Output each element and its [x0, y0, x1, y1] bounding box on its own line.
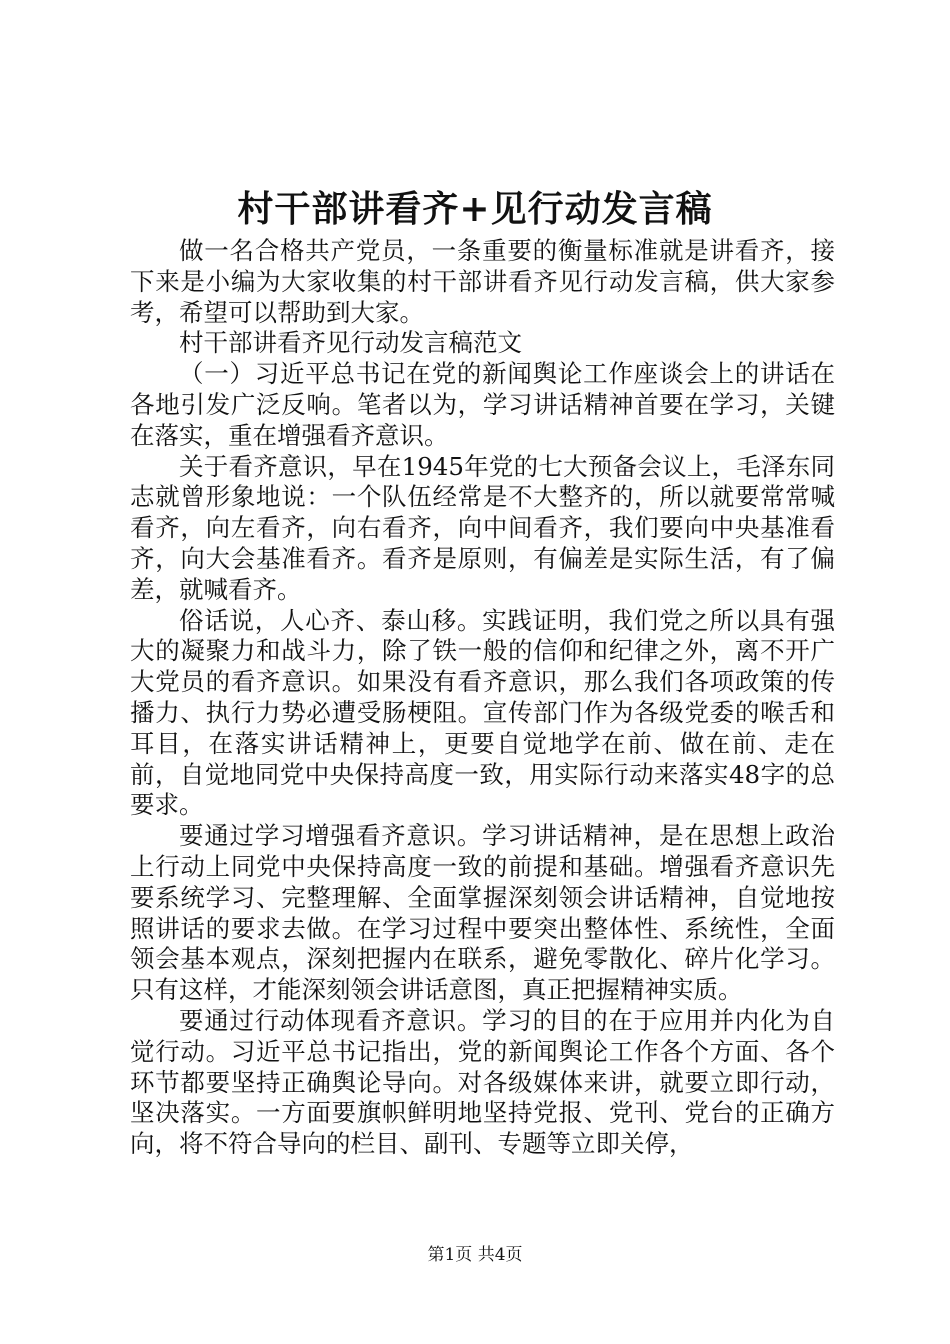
page-number-footer: 第1页 共4页 [427, 1245, 523, 1265]
paragraph-intro: 做一名合格共产党员，一条重要的衡量标准就是讲看齐，接下来是小编为大家收集的村干部讲看齐见行动发言稿，供大家参考，希望可以帮助到大家。 [130, 236, 835, 327]
document-title: 村干部讲看齐+见行动发言稿 [237, 188, 713, 230]
paragraph: 俗话说，人心齐、泰山移。实践证明，我们党之所以具有强大的凝聚力和战斗力，除了铁一般的信仰和纪律之外，离不开广大党员的看齐意识。如果没有看齐意识，那么我们各项政策的传播力、执行力势必遭受肠梗阻。宣传部门作为各级党委的喉舌和耳目，在落实讲话精神上，更要自觉地学在前、做在前、走在前，自觉地同党中央保持高度一致，用实际行动来落实48字的总要求。 [130, 605, 835, 820]
paragraph: 关于看齐意识，早在1945年党的七大预备会议上，毛泽东同志就曾形象地说：一个队伍经常是不大整齐的，所以就要常常喊看齐，向左看齐，向右看齐，向中间看齐，我们要向中央基准看齐，向大会基准看齐。看齐是原则，有偏差是实际生活，有了偏差，就喊看齐。 [130, 451, 835, 604]
paragraph: （一）习近平总书记在党的新闻舆论工作座谈会上的讲话在各地引发广泛反响。笔者以为，学习讲话精神首要在学习，关键在落实，重在增强看齐意识。 [130, 359, 835, 450]
paragraph: 要通过学习增强看齐意识。学习讲话精神，是在思想上政治上行动上同党中央保持高度一致的前提和基础。增强看齐意识先要系统学习、完整理解、全面掌握深刻领会讲话精神，自觉地按照讲话的要求去做。在学习过程中要突出整体性、系统性，全面领会基本观点，深刻把握内在联系，避免零散化、碎片化学习。只有这样，才能深刻领会讲话意图，真正把握精神实质。 [130, 821, 835, 1005]
section-heading: 村干部讲看齐见行动发言稿范文 [179, 328, 522, 358]
paragraph: 要通过行动体现看齐意识。学习的目的在于应用并内化为自觉行动。习近平总书记指出，党的新闻舆论工作各个方面、各个环节都要坚持正确舆论导向。对各级媒体来讲，就要立即行动，坚决落实。一方面要旗帜鲜明地坚持党报、党刊、党台的正确方向，将不符合导向的栏目、副刊、专题等立即关停， [130, 1005, 835, 1159]
document-body [130, 236, 835, 1160]
